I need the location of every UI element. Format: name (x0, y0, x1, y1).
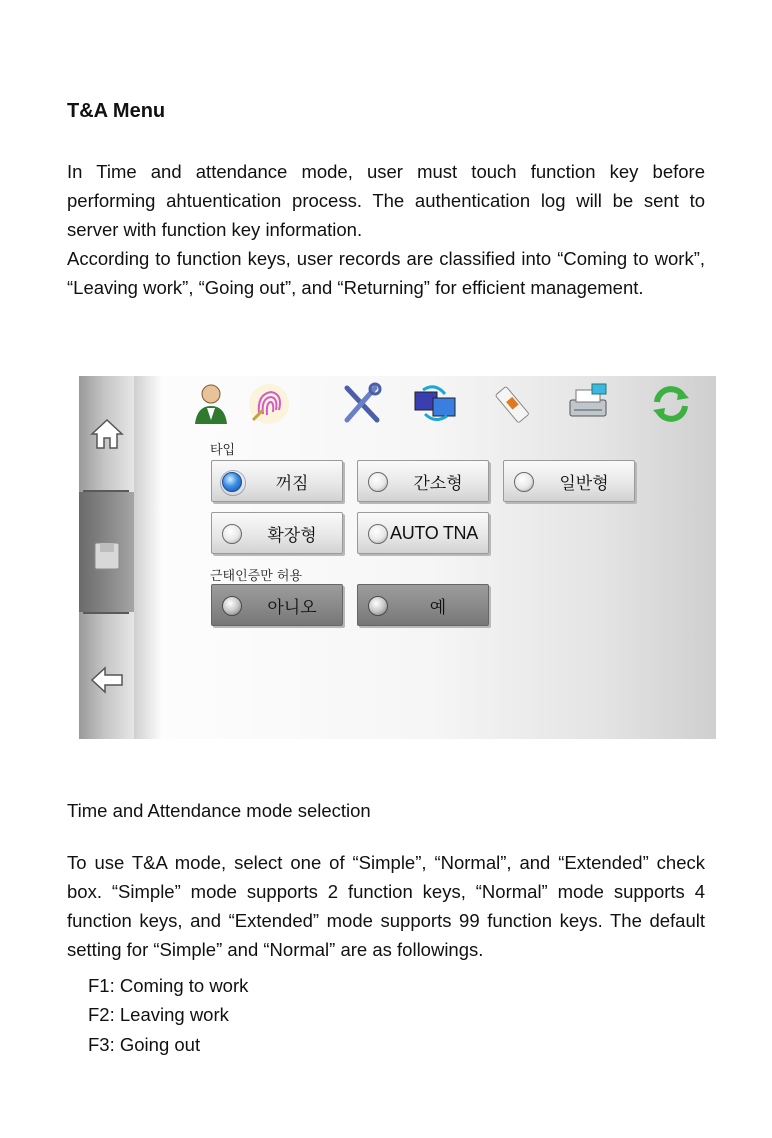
radio-icon (368, 524, 388, 544)
intro-paragraph: In Time and attendance mode, user must touch function key before performing ahtuentication process. The authentication log will be sent to server with function key information. (67, 161, 705, 240)
section-heading: T&A Menu (67, 100, 166, 122)
figure-caption: Time and Attendance mode selection (67, 800, 371, 821)
save-icon[interactable] (89, 538, 125, 574)
list-item: F2: Leaving work (88, 1004, 229, 1025)
list-item: F3: Going out (88, 1034, 201, 1055)
radio-icon (514, 472, 534, 492)
auth-option-no[interactable]: 아니오 (211, 584, 343, 626)
home-icon[interactable] (89, 416, 125, 452)
list-item: F1: Coming to work (88, 975, 249, 996)
auth-option-yes[interactable]: 예 (357, 584, 489, 626)
radio-icon (222, 596, 242, 616)
device-screenshot (79, 376, 716, 739)
type-option-auto-tna[interactable]: AUTO TNA (357, 512, 489, 554)
type-option-extended[interactable]: 확장형 (211, 512, 343, 554)
side-nav (79, 376, 134, 739)
usb-icon[interactable] (489, 380, 537, 428)
function-key-paragraph: According to function keys, user records are classified into “Coming to work”, “Leaving work”, “Going out”, and “Returning” for efficient management. (67, 248, 705, 298)
type-label: 타입 (210, 443, 236, 458)
radio-icon (368, 472, 388, 492)
type-option-normal[interactable]: 일반형 (503, 460, 635, 502)
tools-icon[interactable] (337, 380, 385, 428)
type-option-off[interactable]: 꺼짐 (211, 460, 343, 502)
printer-icon[interactable] (564, 380, 612, 428)
radio-selected-icon (222, 472, 242, 492)
user-icon[interactable] (189, 380, 237, 428)
radio-icon (222, 524, 242, 544)
network-icon[interactable] (411, 380, 459, 428)
auth-only-label: 근태인증만 허용 (210, 569, 303, 584)
radio-icon (368, 596, 388, 616)
back-arrow-icon[interactable] (89, 662, 125, 698)
refresh-icon[interactable] (647, 380, 695, 428)
type-option-simple[interactable]: 간소형 (357, 460, 489, 502)
fingerprint-icon[interactable] (245, 380, 293, 428)
mode-description-paragraph: To use T&A mode, select one of “Simple”, “Normal”, and “Extended” check box. “Simple” mode supports 2 function keys, “Normal” mode supports 4 function keys, and “Extended” mode supports 99 function keys. The default setting for “Simple” and “Normal” are as followings. (67, 852, 705, 960)
